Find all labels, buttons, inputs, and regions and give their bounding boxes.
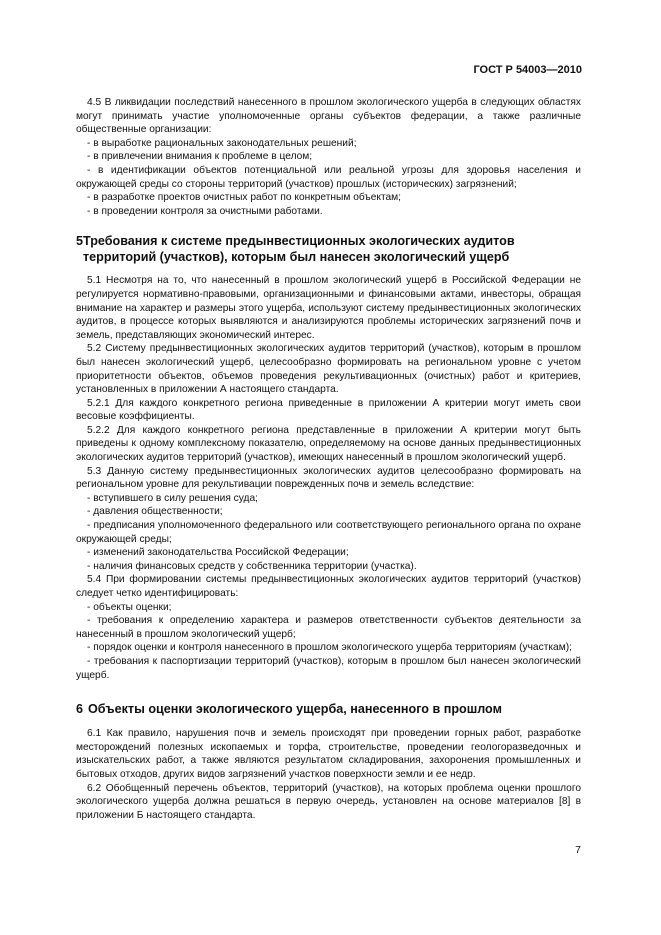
paragraph-4-5: 4.5 В ликвидации последствий нанесенного в прошлом экологического ущерба в следующих областях могут принимать участие уполномоченные органы субъектов федерации, а также различные общественные организации: (76, 97, 581, 136)
list-item: - вступившего в силу решения суда; (87, 492, 258, 504)
document-code: ГОСТ Р 54003—2010 (473, 64, 582, 76)
list-item: - давления общественности; (87, 506, 223, 518)
paragraph-6-1: 6.1 Как правило, нарушения почв и земель происходят при проведении горных работ, разработке месторождений полезных ископаемых и торфа, строительстве, проведении геологоразведочных и изыскательских работ, а также являются результатом складирования, захоронения промышленных и бытовых отходов, других видов загрязнений участков поверхности земли и ее недр. (76, 728, 581, 780)
list-item: - порядок оценки и контроля нанесенного в прошлом экологического ущерба территориям (участкам); (87, 642, 572, 654)
list-item: - в разработке проектов очистных работ по конкретным объектам; (87, 192, 402, 204)
list-item: - требования к определению характера и размеров ответственности субъектов деятельности за нанесенный в прошлом экологический ущерб; (76, 615, 581, 640)
list-item: - предписания уполномоченного федерального или соответствующего регионального органа по охране окружающей среды; (76, 520, 581, 545)
list-item: - в выработке рациональных законодательных решений; (87, 137, 357, 149)
list-item: - требования к паспортизации территорий (участков), которым в прошлом был нанесен экологический ущерб. (76, 655, 581, 681)
paragraph-5-2: 5.2 Систему предынвестиционных экологических аудитов территорий (участков), которым в прошлом был нанесен экологический ущерб, целесообразно формировать на региональном уровне с учетом приоритетности объектов, объемов проведения рекультивационных (очистных) работ и критериев, установленных в приложении А настоящего стандарта. (76, 343, 581, 396)
section-number: 5 (76, 234, 84, 249)
list-item: - в проведении контроля за очистными работами. (87, 205, 323, 217)
list-item: - объекты оценки; (87, 601, 172, 613)
section-5-heading (76, 233, 581, 265)
section-title: Требования к системе предынвестиционных экологических аудитов территорий (участков), которым был нанесен экологический ущерб (83, 234, 515, 265)
paragraph-5-1: 5.1 Несмотря на то, что нанесенный в прошлом экологический ущерб в Российской Федерации не регулируется нормативно-правовыми, организационными и финансовыми актами, инвесторы, обращая внимание на характер и размеры этого ущерба, используют систему предынвестиционных экологических аудитов, в процессе которых выявляются и анализируются проблемы исторических загрязнений почв и земель, представляющих экономический интерес. (76, 275, 581, 341)
paragraph-6-2: 6.2 Обобщенный перечень объектов, территорий (участков), на которых проблема оценки прошлого экологического ущерба должна решаться в первую очередь, установлен на основе материалов [8] в приложении Б настоящего стандарта. (76, 782, 581, 821)
list-item: - изменений законодательства Российской Федерации; (87, 547, 349, 559)
list-item: - в идентификации объектов потенциальной или реальной угрозы для здоровья населения и окружающей среды со стороны территорий (участков) прошлых (исторических) загрязнений; (76, 164, 581, 190)
paragraph-5-3: 5.3 Данную систему предынвестиционных экологических аудитов целесообразно формировать на региональном уровне для рекультивации поврежденных почв и земель вследствие: (76, 465, 581, 491)
paragraph-5-4: 5.4 При формировании системы предынвестиционных экологических аудитов территорий (участков) следует четко идентифицировать: (76, 574, 581, 599)
section-6-heading (76, 701, 581, 717)
list-item: - наличия финансовых средств у собственника территории (участка). (87, 560, 417, 572)
page-content (76, 96, 581, 822)
paragraph-5-2-2: 5.2.2 Для каждого конкретного региона представленные в приложении А критерии могут быть приведены к одному комплексному показателю, определяемому на основе данных предынвестиционных экологических аудитов территорий (участков), имеющих нанесенный в прошлом экологический ущерб. (76, 424, 581, 464)
page-number: 7 (575, 844, 581, 856)
section-number: 6 (76, 702, 84, 717)
list-item: - в привлечении внимания к проблеме в целом; (87, 151, 313, 163)
section-title: Объекты оценки экологического ущерба, нанесенного в прошлом (88, 702, 502, 717)
paragraph-5-2-1: 5.2.1 Для каждого конкретного региона приведенные в приложении А критерии могут иметь свои весовые коэффициенты. (76, 397, 581, 423)
